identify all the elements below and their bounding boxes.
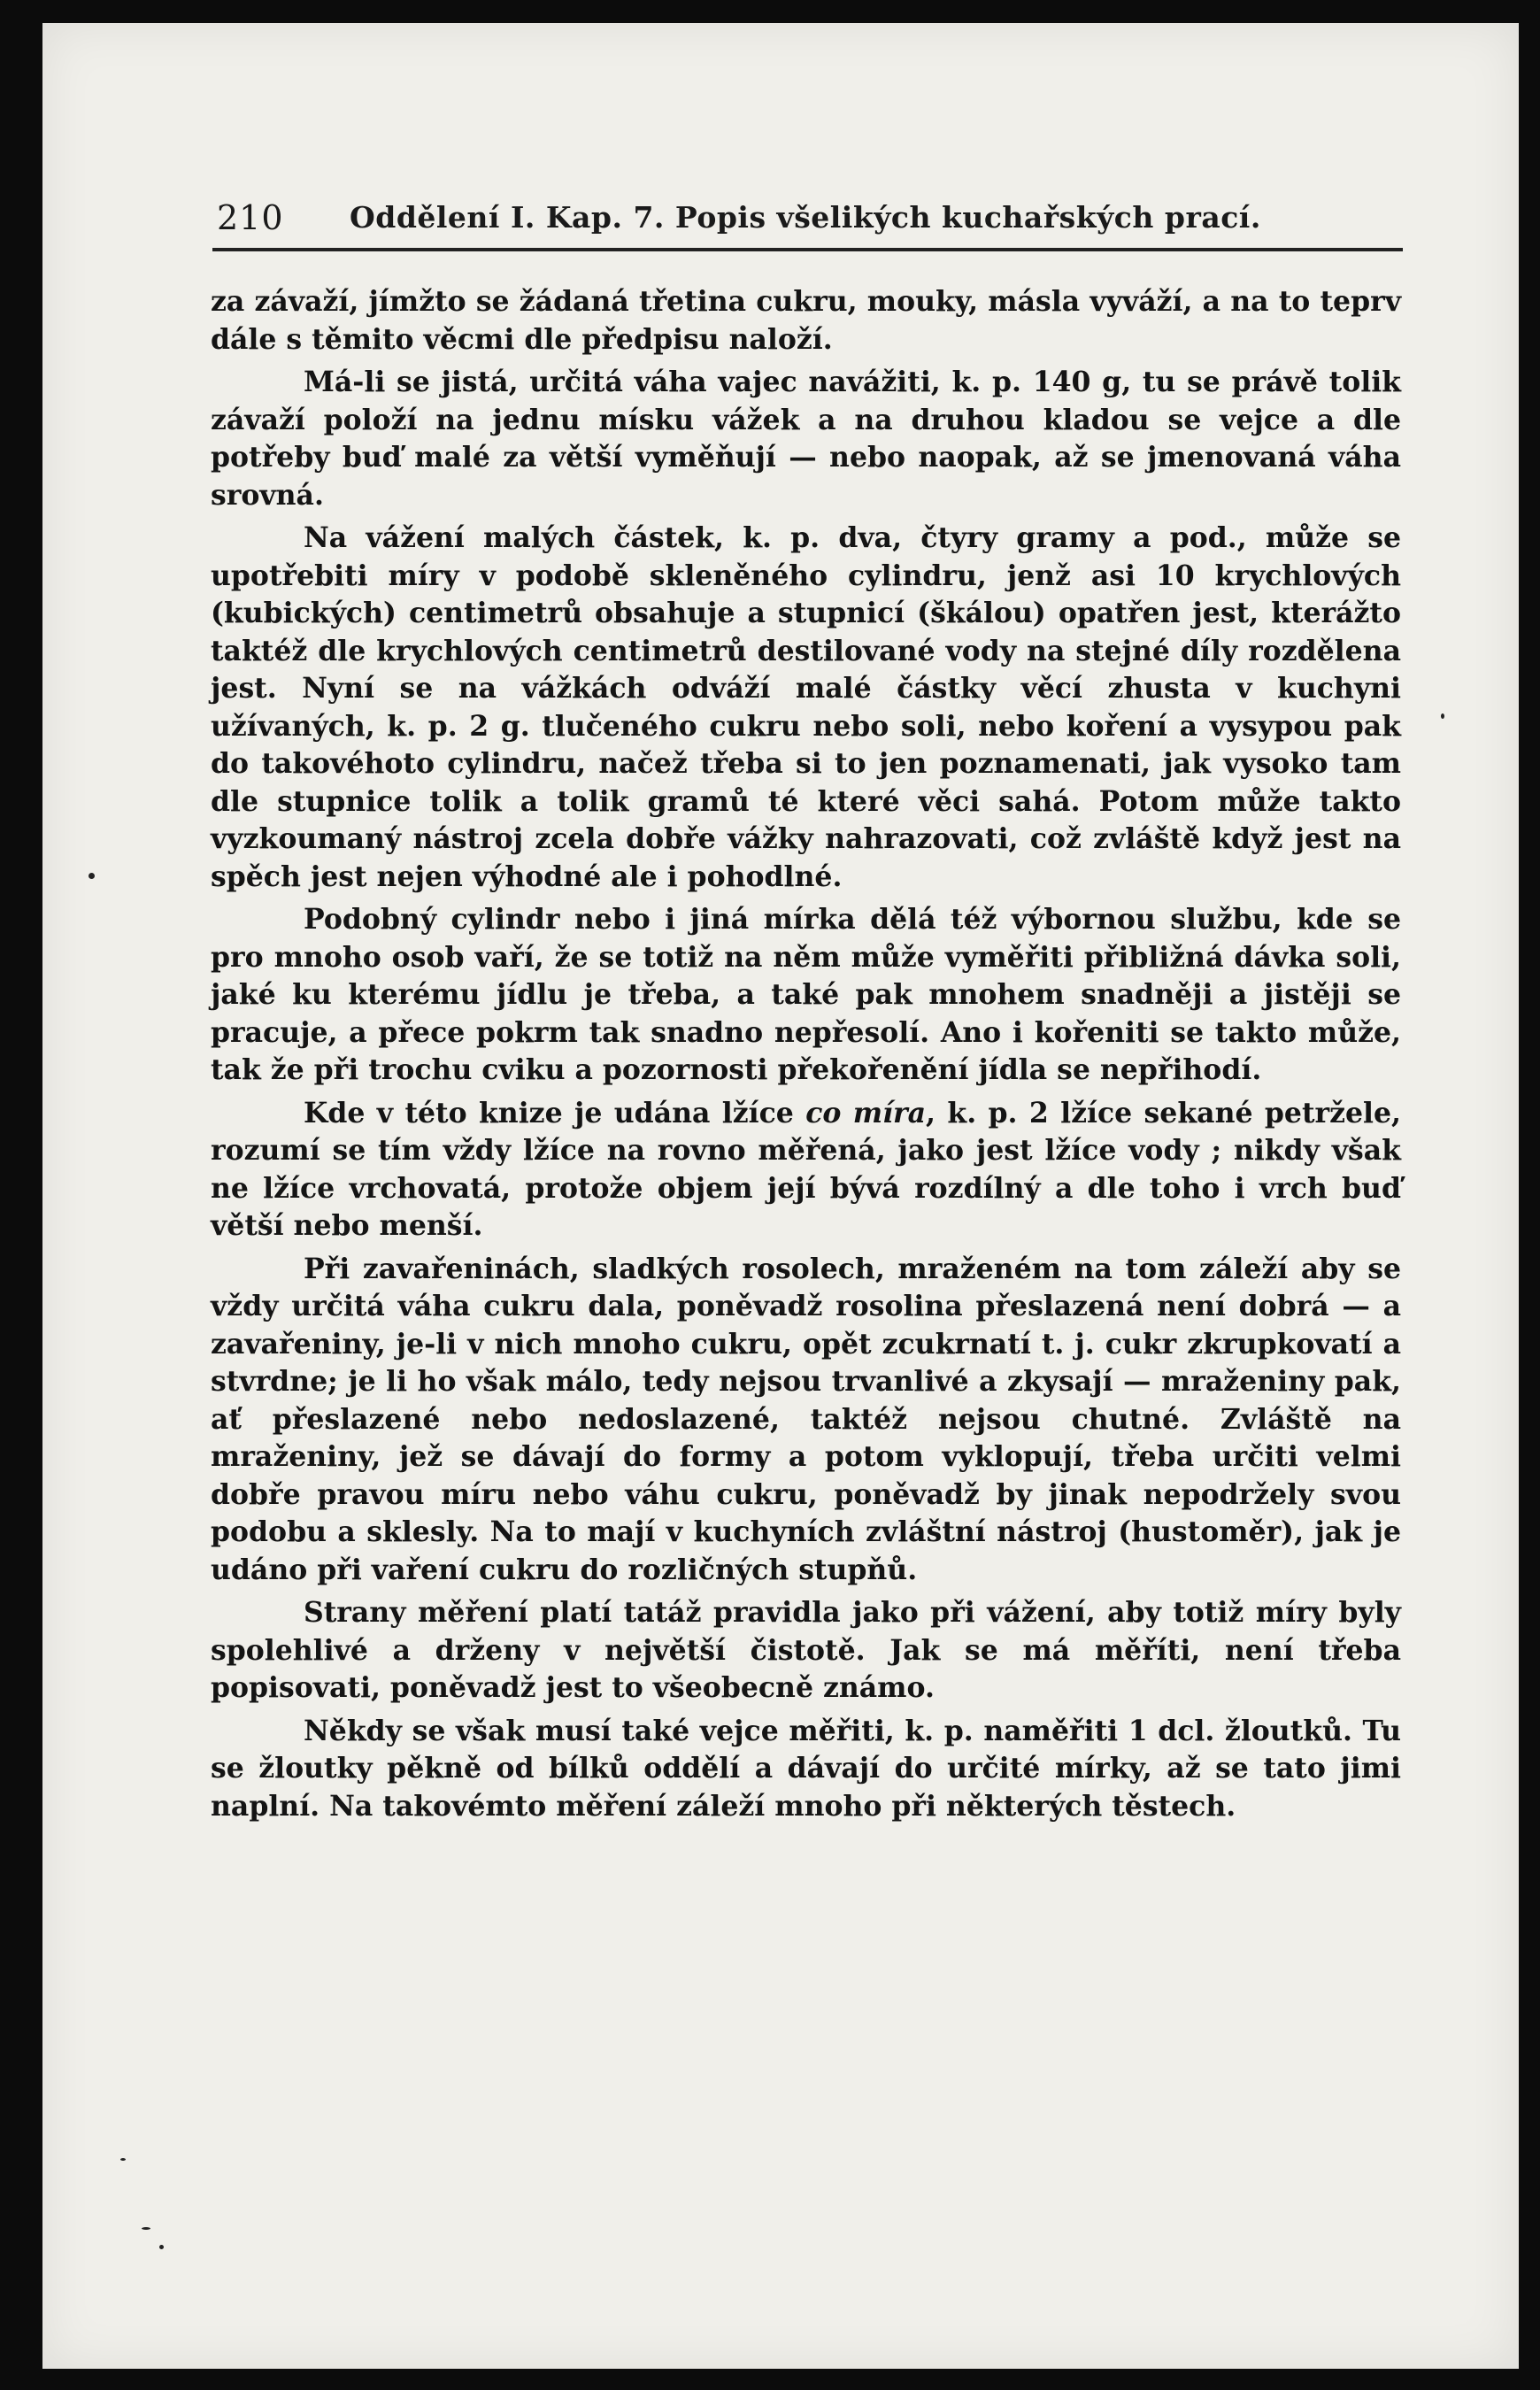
paragraph-egg-measuring: Někdy se však musí také vejce měřiti, k. p. naměřiti 1 dcl. žloutků. Tu se žloutky pěkně od bílků oddělí a dávají do určité mírky, až se tato jimi naplní. Na takovémto měření záleží mnoho při některých těstech. xyxy=(211,1714,1401,1823)
paragraph-continuation: za závaží, jímžto se žádaná třetina cukru, mouky, másla vyváží, a na to teprv dále s těmito věcmi dle předpisu naloží. xyxy=(211,285,1401,356)
header-rule xyxy=(212,248,1403,251)
paragraph-spoon-measure xyxy=(211,1095,1401,1245)
running-head: Oddělení I. Kap. 7. Popis všelikých kuchařských prací. xyxy=(350,200,1261,235)
ink-speck xyxy=(120,2158,126,2161)
paragraph-measuring-cylinder: Podobný cylindr nebo i jiná mírka dělá též výbornou službu, kde se pro mnoho osob vaří, že se totiž na něm může vyměřiti přibližná dávka soli, jaké ku kterému jídlu je třeba, a také pak mnohem snadněji a jistěji se pracuje, a přece pokrm tak snadno nepřesolí. Ano i kořeniti se takto může, tak že při trochu cviku a pozornosti překořenění jídla se nepřihodí. xyxy=(211,903,1401,1086)
spoon-measure-text-after: , k. p. 2 lžíce sekané petržele, rozumí se tím vždy lžíce na rovno měřená, jako jest lžíce vody ; nikdy však ne lžíce vrchovatá, protože objem její bývá rozdílný a dle toho i vrch buď větší nebo menší. xyxy=(211,1096,1401,1242)
paragraph-preserves: Při zavařeninách, sladkých rosolech, mraženém na tom záleží aby se vždy určitá váha cukru dala, poněvadž rosolina přeslazená není dobrá — a zavařeniny, je-li v nich mnoho cukru, opět zcukrnatí t. j. cukr zkrupkovatí a stvrdne; je li ho však málo, tedy nejsou trvanlivé a zkysají — mraženiny pak, ať přeslazené nebo nedoslazené, taktéž nejsou chutné. Zvláště na mraženiny, jež se dávají do formy a potom vyklopují, třeba určiti velmi dobře pravou míru nebo váhu cukru, poněvadž by jinak nepodržely svou podobu a sklesly. Na to mají v kuchyních zvláštní nástroj (hustoměr), jak je udáno při vaření cukru do rozličných stupňů. xyxy=(211,1252,1401,1586)
paragraph-egg-weighing: Má-li se jistá, určitá váha vajec navážiti, k. p. 140 g, tu se právě tolik závaží položí na jednu mísku vážek a na druhou kladou se vejce a dle potřeby buď malé za větší vyměňují — nebo naopak, až se jmenovaná váha srovná. xyxy=(211,366,1401,512)
ink-speck xyxy=(1441,713,1444,719)
paragraph-small-quantities: Na vážení malých částek, k. p. dva, čtyry gramy a pod., může se upotřebiti míry v podobě skleněného cylindru, jenž asi 10 krychlových (kubických) centimetrů obsahuje a stupnicí (škálou) opatřen jest, kterážto taktéž dle krychlových centimetrů destilované vody na stejné díly rozdělena jest. Nyní se na vážkách odváží malé částky věcí zhusta v kuchyni užívaných, k. p. 2 g. tlučeného cukru nebo soli, nebo koření a vysypou pak do takovéhoto cylindru, načež třeba si to jen poznamenati, jak vysoko tam dle stupnice tolik a tolik gramů té které věci sahá. Potom může takto vyzkoumaný nástroj zcela dobře vážky nahrazovati, což zvláště když jest na spěch jest nejen výhodné ale i pohodlné. xyxy=(211,521,1401,893)
spoon-measure-italic: co míra xyxy=(805,1096,927,1129)
body-text xyxy=(211,283,1401,1831)
page-header xyxy=(217,186,1385,239)
ink-speck xyxy=(159,2245,164,2249)
page-number: 210 xyxy=(217,198,284,237)
paragraph-measuring-rules: Strany měření platí tatáž pravidla jako při vážení, aby totiž míry byly spolehlivé a drženy v největší čistotě. Jak se má měříti, není třeba popisovati, poněvadž jest to všeobecně známo. xyxy=(211,1596,1401,1704)
ink-speck xyxy=(142,2227,150,2230)
ink-speck xyxy=(89,873,95,879)
spoon-measure-text-before: Kde v této knize je udána lžíce xyxy=(304,1096,806,1129)
